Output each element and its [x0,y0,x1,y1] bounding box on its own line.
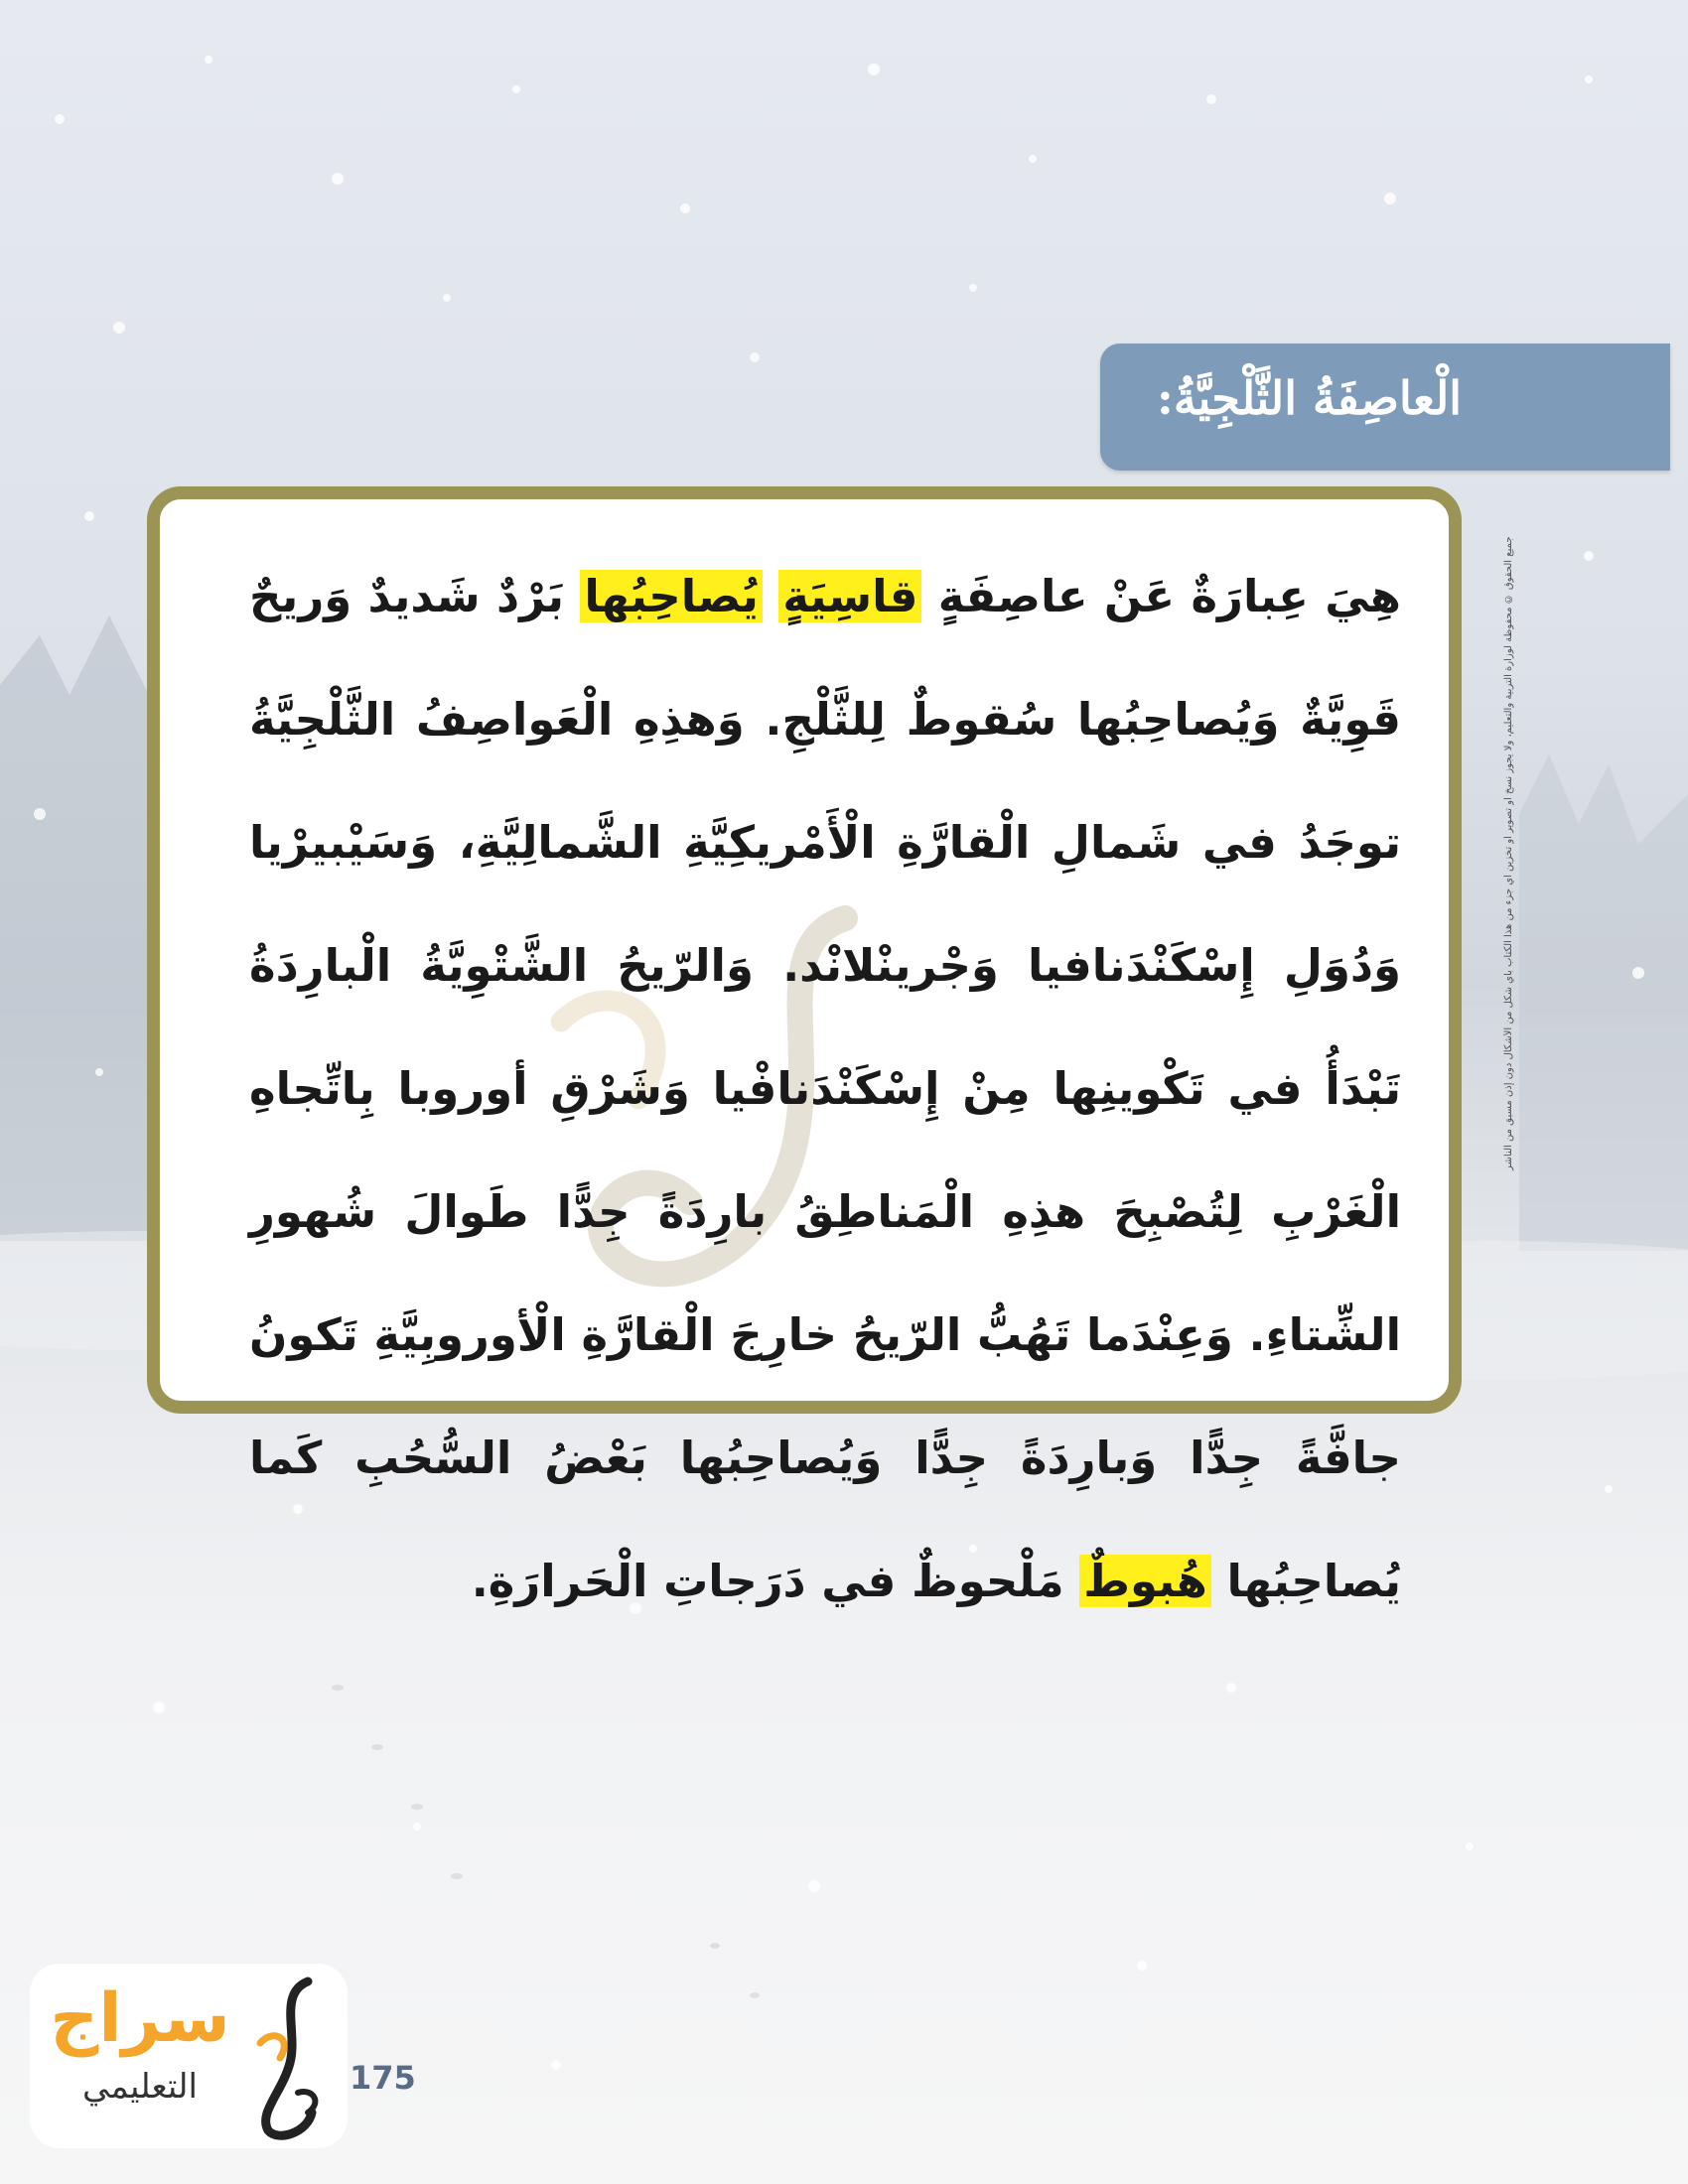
paragraph-part-3: بَرْدٌ شَديدٌ وَريحٌ قَوِيَّةٌ وَيُصاحِبُها سُقوطٌ لِلثَّلْجِ. وَهذِهِ الْعَواصِفُ الثَّلْجِيَّةُ توجَدُ في شَمالِ الْقارَّةِ الْأَمْريكِيَّةِ الشَّمالِيَّةِ، وَسَيْبيرْيا وَدُوَلِ إِسْكَنْدَنافيا وَجْرينْلانْد. وَالرّيحُ الشَّتْوِيَّةُ الْبارِدَةُ تَبْدَأُ في تَكْوينِها مِنْ إِسْكَنْدَنافْيا وَشَرْقِ أوروبا بِاتِّجاهِ الْغَرْبِ لِتُصْبِحَ هذِهِ الْمَناطِقُ بارِدَةً جِدًّا طَوالَ شُهورِ الشِّتاءِ. وَعِنْدَما تَهُبُّ الرّيحُ خارِجَ الْقارَّةِ الْأوروبِيَّةِ تَكونُ جافَّةً جِدًّا وَبارِدَةً جِدًّا وَيُصاحِبُها بَعْضُ السُّحُبِ كَما يُصاحِبُها [249,570,1401,1607]
logo [30,1964,348,2148]
paragraph-part-1: هِيَ عِبارَةٌ عَنْ عاصِفَةٍ [921,570,1402,622]
paragraph [249,535,1401,1643]
content-box [147,486,1462,1607]
highlighted-word-1: قاسِيَةٍ [778,570,921,622]
paragraph-part-2 [763,570,778,622]
paragraph-part-4: مَلْحوظٌ في دَرَجاتِ الْحَرارَةِ. [471,1555,1080,1607]
calligraphy-logo-icon [238,1974,338,2142]
title-bar [1100,343,1670,471]
logo-name: سراج [50,1979,230,2058]
highlighted-word-2: يُصاحِبُها [580,570,763,622]
page-number: 175 [350,2059,416,2097]
logo-subtitle: التعليمي [82,2067,198,2107]
copyright-note: جميع الحقوق © محفوظة لوزارة التربية والتعليم، ولا يجوز نسخ أو تصوير أو تخزين أي جزء من هذا الكتاب بأي شكل من الأشكال دون إذن مسبق من الناشر [1503,536,1514,1170]
page-title: الْعاصِفَةُ الثَّلْجِيَّةُ: [1156,371,1462,425]
highlighted-word-3: هُبوطٌ [1079,1555,1211,1607]
